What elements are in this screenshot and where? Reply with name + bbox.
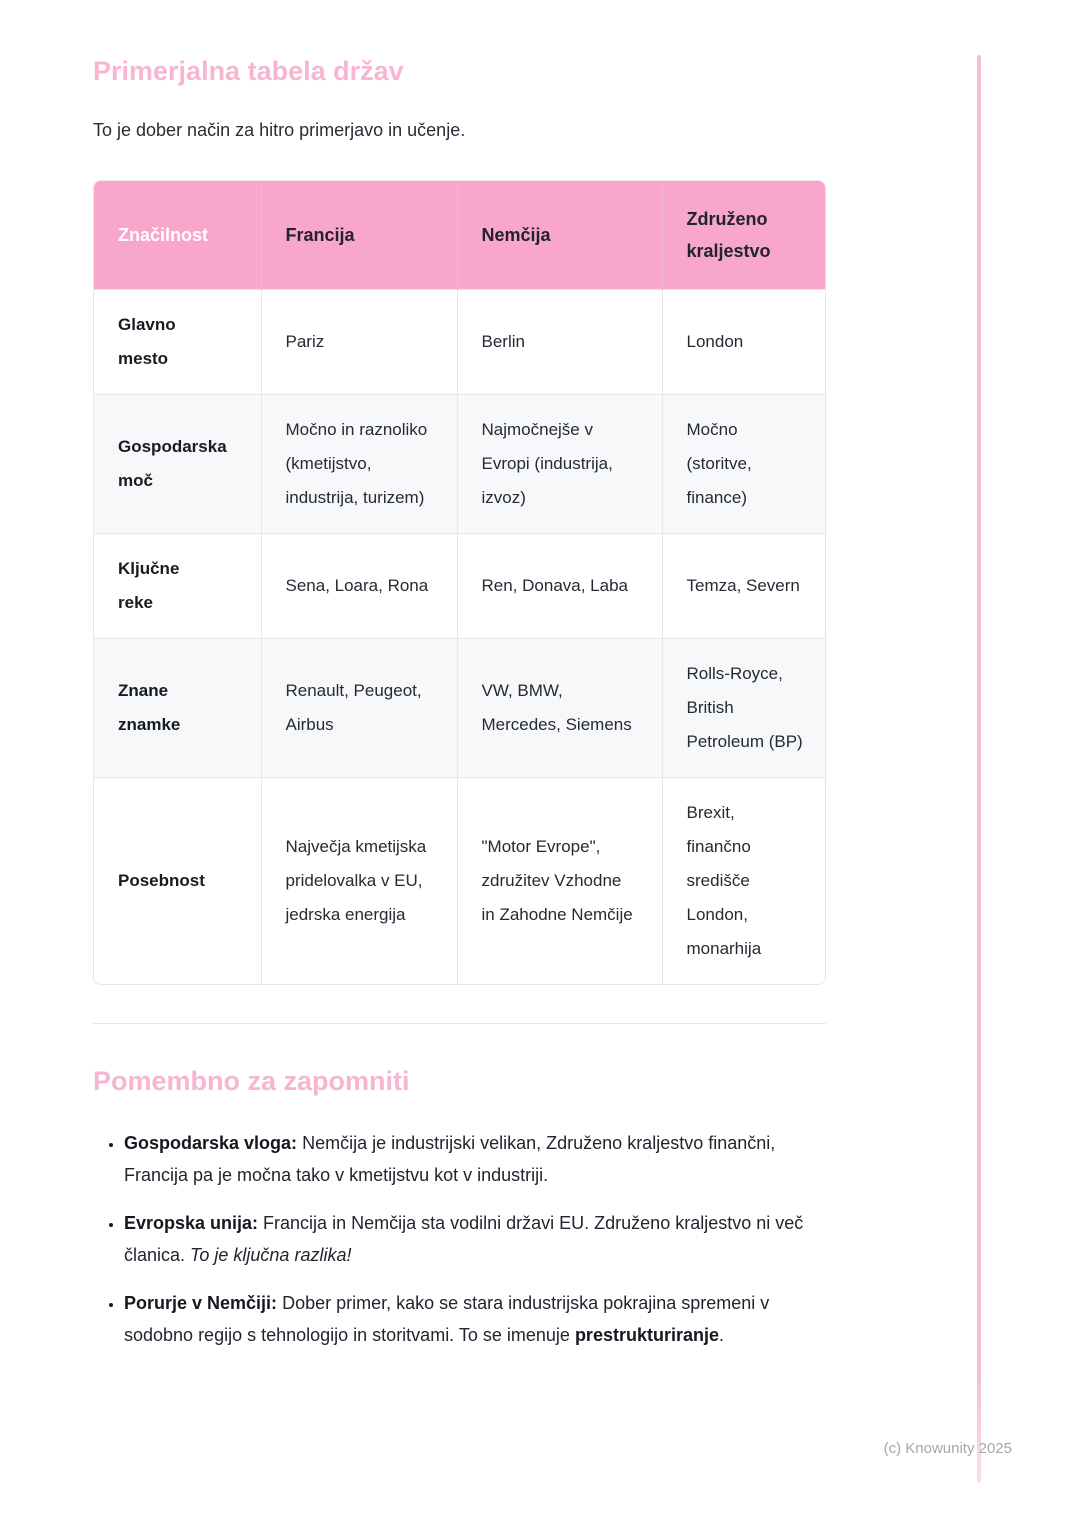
table-header-row [94, 181, 826, 290]
note-strong: prestrukturiranje [574, 1325, 719, 1345]
notes-section-title: Pomembno za zapomniti [93, 1066, 410, 1096]
table-cell: Berlin [457, 290, 662, 395]
table-cell: Renault, Peugeot, Airbus [261, 639, 457, 778]
table-cell: London [662, 290, 826, 395]
note-lead: Porurje v Nemčiji: [124, 1293, 278, 1313]
section-divider [93, 1023, 826, 1024]
notes-list [93, 1127, 826, 1351]
note-item-gospodarska-vloga [124, 1127, 826, 1191]
table-cell: Rolls-Royce, British Petroleum (BP) [662, 639, 826, 778]
note-body: Dober primer, kako se stara industrijska pokrajina spremeni v sodobno regijo s tehnologijo in storitvami. To se imenuje [124, 1293, 770, 1345]
table-cell: Ren, Donava, Laba [457, 534, 662, 639]
table-row-glavno-mesto [94, 290, 826, 395]
note-lead: Evropska unija: [124, 1213, 259, 1233]
copyright-notice: (c) Knowunity 2025 [883, 1440, 1012, 1457]
table-cell: Brexit, finančno središče London, monarhija [662, 778, 826, 985]
row-label: Posebnost [94, 778, 261, 985]
table-cell: Najmočnejše v Evropi (industrija, izvoz) [457, 395, 662, 534]
table-header-zdruzeno-kraljestvo: Združeno kraljestvo [662, 181, 826, 290]
note-body: Nemčija je industrijski velikan, Združeno kraljestvo finančni, Francija pa je močna tako v kmetijstvu kot v industriji. [124, 1133, 776, 1185]
table-cell: Pariz [261, 290, 457, 395]
table-header-francija: Francija [261, 181, 457, 290]
table-row-kljucne-reke [94, 534, 826, 639]
table-header-znacilnost: Značilnost [94, 181, 261, 290]
page-subtitle: To je dober način za hitro primerjavo in učenje. [93, 120, 466, 140]
note-item-porurje [124, 1287, 826, 1351]
note-italic: To je ključna razlika! [190, 1245, 352, 1265]
row-label: Glavno mesto [94, 290, 261, 395]
table-cell: Močno in raznoliko (kmetijstvo, industrija, turizem) [261, 395, 457, 534]
note-item-evropska-unija [124, 1207, 826, 1271]
comparison-table-wrapper [93, 180, 826, 985]
page-title: Primerjalna tabela držav [93, 56, 404, 86]
right-accent-line [977, 55, 981, 1483]
row-label: Gospodarska moč [94, 395, 261, 534]
note-tail: . [718, 1325, 724, 1345]
table-header-nemcija: Nemčija [457, 181, 662, 290]
note-body: Francija in Nemčija sta vodilni državi EU. Združeno kraljestvo ni več članica. [124, 1213, 804, 1265]
table-row-posebnost [94, 778, 826, 985]
table-row-gospodarska-moc [94, 395, 826, 534]
table-cell: Močno (storitve, finance) [662, 395, 826, 534]
row-label: Znane znamke [94, 639, 261, 778]
country-comparison-table [94, 181, 826, 984]
table-cell: Temza, Severn [662, 534, 826, 639]
table-cell: Sena, Loara, Rona [261, 534, 457, 639]
table-cell: VW, BMW, Mercedes, Siemens [457, 639, 662, 778]
table-row-znane-znamke [94, 639, 826, 778]
row-label: Ključne reke [94, 534, 261, 639]
note-lead: Gospodarska vloga: [124, 1133, 298, 1153]
table-cell: "Motor Evrope", združitev Vzhodne in Zahodne Nemčije [457, 778, 662, 985]
table-cell: Največja kmetijska pridelovalka v EU, jedrska energija [261, 778, 457, 985]
